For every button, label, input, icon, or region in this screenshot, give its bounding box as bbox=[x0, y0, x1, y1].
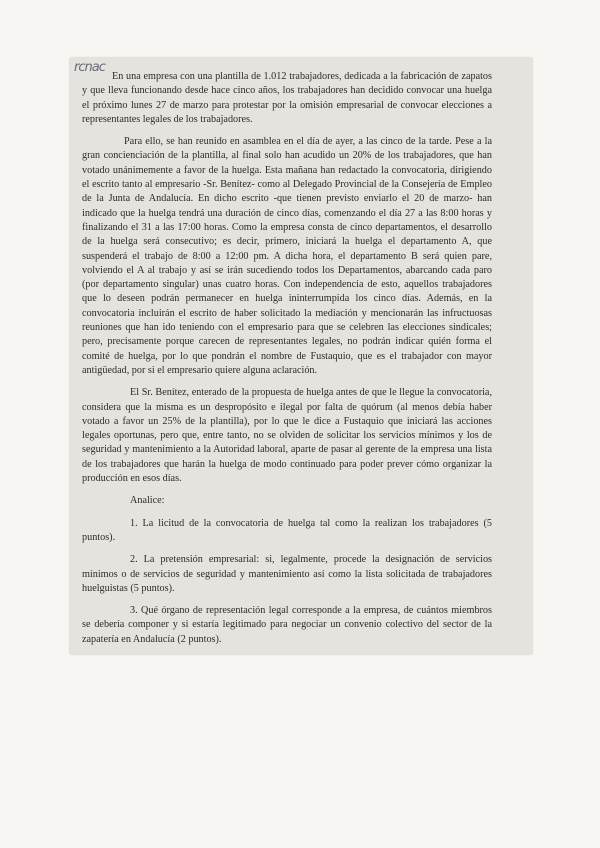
question-2: 2. La pretensión empresarial: si, legalmente, procede la designación de servicios mínimos o de servicios de seguridad y mantenimiento así como la lista solicitada de trabajadores huelguistas (5 puntos). bbox=[82, 554, 492, 594]
handwritten-mark: rcnac bbox=[74, 60, 105, 75]
question-1: 1. La licitud de la convocatoria de huelga tal como la realizan los trabajadores (5 puntos). bbox=[82, 517, 492, 543]
question-3: 3. Qué órgano de representación legal corresponde a la empresa, de cuántos miembros se debería componer y si estaría legitimado para negociar un convenio colectivo del sector de la zapatería en Andalucía (2 puntos). bbox=[82, 605, 492, 645]
case-details-paragraph: Para ello, se han reunido en asamblea en el día de ayer, a las cinco de la tarde. Pese a la gran concienciación de la plantilla, al final solo han acudido un 20% de los trabajadores, que han votado unánimemente a favor de la huelga. Esta mañana han redactado la convocatoria, dirigiendo el escrito tanto al empresario -Sr. Benítez- como al Delegado Provincial de la Consejería de Empleo de la Junta de Andalucía. En dicho escrito -que tienen previsto enviarlo el 20 de marzo- han indicado que la huelga tendrá una duración de cinco días, comenzando el día 27 a las 8:00 horas y finalizando el 31 a las 17:00 horas. Como la empresa consta de cinco departamentos, el desarrollo de la huelga será consecutivo; es decir, primero, iniciará la huelga el departamento A, que suspenderá el trabajo de 8:00 a 12:00 pm. A dicha hora, el departamento B será quien pare, volviendo el A al trabajo y así se irán sucediendo todos los Departamentos, abarcando cada paro (por departamento singular) unas cuatro horas. Con independencia de esto, aquellos trabajadores que lo deseen podrán permanecer en huelga ininterrumpida los cinco días. Además, en la convocatoria incluirán el escrito de haber solicitado la mediación y mencionarán las infructuosas reuniones que han ido teniendo con el empresario para que se celebren las elecciones sindicales; pero, precisamente porque carecen de representantes legales, no podrán indicar quién forma el comité de huelga, por lo que pondrán el nombre de Fustaquio, que es el trabajador con mayor antigüedad, por si el empresario quiere alguna aclaración. bbox=[82, 136, 492, 376]
employer-response-paragraph: El Sr. Benítez, enterado de la propuesta de huelga antes de que le llegue la convocatoria, considera que la misma es un despropósito e ilegal por falta de quórum (al menos debía haber votado a favor un 25% de la plantilla), por lo que le dice a Fustaquio que iniciará las acciones legales oportunas, pero que, entre tanto, no se olviden de solicitar los servicios mínimos y los de seguridad y mantenimiento a la Autoridad laboral, aparte de pasar al gerente de la empresa una lista de los trabajadores que harán la huelga de modo continuado para poder prever cómo organizar la producción en esos días. bbox=[82, 387, 492, 485]
exam-text bbox=[82, 70, 492, 655]
case-intro-paragraph: En una empresa con una plantilla de 1.012 trabajadores, dedicada a la fabricación de zapatos y que lleva funcionando desde hace cinco años, los trabajadores han decidido convocar una huelga el próximo lunes 27 de marzo para protestar por la omisión empresarial de convocar elecciones a representantes legales de los trabajadores. bbox=[82, 71, 492, 125]
analice-heading: Analice: bbox=[130, 495, 165, 507]
